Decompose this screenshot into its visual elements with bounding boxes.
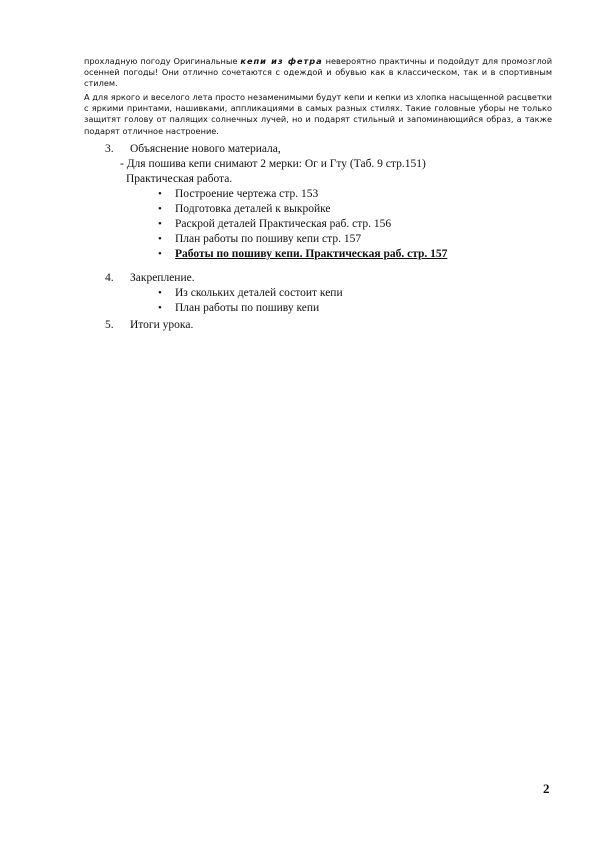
list-item-text: План работы по пошиву кепи стр. 157: [175, 233, 362, 245]
summer-caps-paragraph: А для яркого и веселого лета просто незаменимыми будут кепи и кепки из хлопка насыщенной расцветки с яркими принтами, нашивками, аппликациями в самых разных стилях. Такие головные уборы не только защитят голову от палящих солнечных лучей, но и подарят стильный и запоминающийся образ, а также подарят отличное настроение.: [84, 92, 552, 136]
list-item-text: План работы по пошиву кепи: [175, 302, 320, 314]
intro-paragraph-felt-caps: [84, 56, 552, 90]
paragraph-text-start: прохладную погоду Оригинальные: [84, 56, 241, 66]
bullet-icon: •: [158, 302, 162, 314]
section-4-title: Закрепление.: [130, 272, 195, 284]
list-item-text-highlighted: Работы по пошиву кепи. Практическая раб. стр. 157: [175, 248, 448, 260]
bullet-icon: •: [158, 248, 162, 260]
section-4-number: 4.: [105, 272, 114, 284]
bullet-icon: •: [158, 233, 162, 245]
paragraph-text-end: невероятно практичны и подойдут для промозглой осенней погоды! Они отлично сочетаются с одеждой и обувью как в классическом, так и в спортивным стилем.: [84, 56, 553, 89]
bullet-icon: •: [158, 188, 162, 200]
section-5-title: Итоги урока.: [130, 319, 194, 331]
section-3-number: 3.: [105, 143, 114, 155]
measurements-line: - Для пошива кепи снимают 2 мерки: Ог и Гту (Таб. 9 стр.151): [120, 158, 426, 170]
bullet-icon: •: [158, 203, 162, 215]
bullet-icon: •: [158, 218, 162, 230]
practical-work-label: Практическая работа.: [126, 173, 233, 185]
list-item-text: Из скольких деталей состоит кепи: [175, 287, 343, 299]
list-item-text: Построение чертежа стр. 153: [175, 188, 319, 200]
list-item-text: Раскрой деталей Практическая раб. стр. 156: [175, 218, 392, 230]
list-item-text: Подготовка деталей к выкройке: [175, 203, 331, 215]
felt-caps-emphasis: кепи из фетра: [240, 56, 323, 66]
bullet-icon: •: [158, 287, 162, 299]
page-number: 2: [543, 781, 550, 796]
section-3-title: Объяснение нового материала,: [130, 143, 281, 155]
section-5-number: 5.: [105, 319, 114, 331]
